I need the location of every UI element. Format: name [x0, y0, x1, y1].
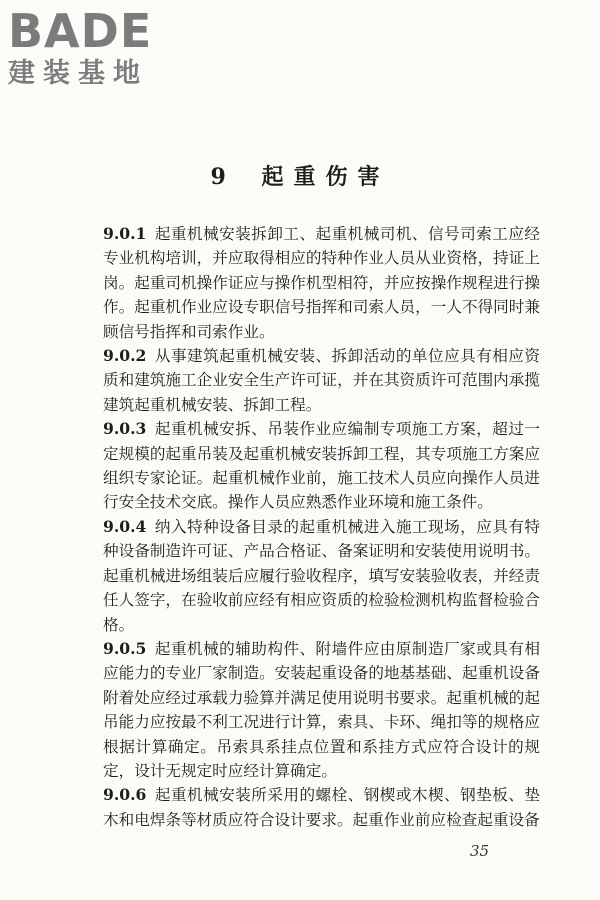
logo: [8, 6, 183, 90]
clause-9-0-5: [103, 637, 540, 783]
clause-number: 9.0.3: [103, 419, 147, 439]
clause-list: [103, 222, 540, 832]
chapter-title: [0, 160, 600, 191]
chapter-number: 9: [210, 164, 236, 190]
clause-text: 起重机械安拆、吊装作业应编制专项施工方案，超过一定规模的起重吊装及起重机械安装拆卸工程，其专项施工方案应组织专家论证。起重机械作业前，施工技术人员应向操作人员进行安全技术交底。操作人员应熟悉作业环境和施工条件。: [103, 420, 540, 512]
clause-9-0-2: [103, 344, 540, 417]
logo-subtitle: 建装基地: [8, 58, 148, 89]
clause-number: 9.0.6: [103, 785, 147, 805]
logo-brand: BADE: [8, 4, 153, 58]
clause-number: 9.0.4: [103, 516, 147, 536]
chapter-name: 起重伤害: [261, 164, 390, 190]
clause-number: 9.0.5: [103, 638, 147, 658]
page-number: 35: [470, 842, 490, 860]
clause-9-0-4: [103, 515, 540, 637]
clause-9-0-1: [103, 222, 540, 344]
clause-text: 起重机械的辅助构件、附墙件应由原制造厂家或具有相应能力的专业厂家制造。安装起重设备的地基基础、起重机设备附着处应经过承载力验算并满足使用说明书要求。起重机械的起吊能力应按最不利工况进行计算，索具、卡环、绳扣等的规格应根据计算确定。吊索具系挂点位置和系挂方式应符合设计的规定，设计无规定时应经计算确定。: [103, 639, 540, 780]
clause-number: 9.0.2: [103, 346, 147, 366]
clause-text: 起重机械安装所采用的螺栓、钢楔或木楔、钢垫板、垫木和电焊条等材质应符合设计要求。起重作业前应检查起重设备: [103, 786, 540, 829]
clause-9-0-6: [103, 783, 540, 832]
clause-text: 起重机械安装拆卸工、起重机械司机、信号司索工应经专业机构培训，并应取得相应的特种作业人员从业资格，持证上岗。起重司机操作证应与操作机型相符，并应按操作规程进行操作。起重机作业应设专职信号指挥和司索人员，一人不得同时兼顾信号指挥和司索作业。: [103, 225, 540, 341]
clause-number: 9.0.1: [103, 224, 147, 243]
clause-9-0-3: [103, 417, 540, 515]
clause-text: 从事建筑起重机械安装、拆卸活动的单位应具有相应资质和建筑施工企业安全生产许可证，并在其资质许可范围内承揽建筑起重机械安装、拆卸工程。: [103, 347, 540, 414]
clause-text: 纳入特种设备目录的起重机械进入施工现场，应具有特种设备制造许可证、产品合格证、备案证明和安装使用说明书。起重机械进场组装后应履行验收程序，填写安装验收表，并经责任人签字，在验收前应经有相应资质的检验检测机构监督检验合格。: [103, 517, 540, 634]
